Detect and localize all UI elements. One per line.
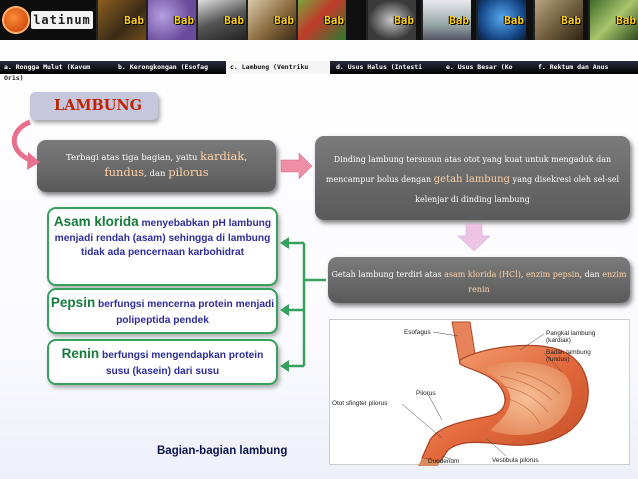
pepsin-term: enzim pepsin [525, 270, 580, 279]
label-pangkal: Pangkal lambung [546, 330, 596, 337]
box3-text-3: , dan [579, 270, 603, 279]
box3-text-2: , [520, 270, 526, 279]
chapter-thumb-label: Bab [224, 14, 244, 27]
chapter-thumb[interactable] [366, 0, 416, 40]
renin-description: berfungsi mengendapkan protein susu (kasein) dari susu [99, 350, 264, 377]
tab-usus-halus[interactable]: d. Usus Halus (Intesti [336, 63, 423, 71]
pepsin-description: berfungsi mencerna protein menjadi polipeptida pendek [95, 299, 275, 326]
label-pilorus: Pilorus [416, 390, 436, 397]
box3-text-1: Getah lambung terdiri atas [331, 270, 445, 279]
chapter-thumb-label: Bab [504, 14, 524, 27]
hcl-heading: Asam klorida [53, 214, 139, 229]
pink-right-arrow [281, 153, 312, 179]
getah-lambung-term: getah lambung [433, 174, 510, 185]
stomach-wall-box [315, 136, 630, 220]
label-kardiak: (kardiak) [546, 337, 571, 344]
gastric-juice-box [328, 257, 630, 303]
chapter-thumb-label: Bab [124, 14, 144, 27]
stomach-illustration [330, 320, 631, 466]
pepsin-heading: Pepsin [50, 295, 96, 310]
box1-text-2: , [244, 153, 248, 163]
renin-term: enzim renin [468, 270, 627, 294]
chapter-thumb-label: Bab [394, 14, 414, 27]
diagram-caption: Bagian-bagian lambung [157, 445, 288, 457]
chapter-thumb[interactable] [588, 0, 638, 40]
hcl-info-box [47, 207, 278, 286]
box2-text-1: Dinding lambung tersusun atas otot yang kuat untuk mengaduk dan mencampur bolus dengan [325, 155, 612, 184]
topic-tab-bar [0, 61, 638, 74]
hcl-term: asam klorida (HCl) [444, 270, 521, 279]
fundus-term: fundus [104, 165, 145, 179]
tab-label-continuation: Oris) [4, 74, 24, 82]
renin-heading: Renin [61, 346, 100, 361]
label-duodenum: Duodenum [428, 458, 460, 465]
tab-kerongkongan[interactable]: b. Kerongkongan (Esofag [118, 63, 209, 71]
label-otot-sfingter: Otot sfingter pilorus [332, 400, 388, 407]
chapter-thumb-label: Bab [561, 14, 581, 27]
tab-rektum-anus[interactable]: f. Rektum dan Anus [538, 63, 609, 71]
tab-rongga-mulut[interactable]: a. Rongga Mulut (Kavum [4, 63, 91, 71]
hcl-description: menyebabkan pH lambung menjadi rendah (asam) sehingga di lambung tidak ada pencernaan karbohidrat [54, 218, 272, 258]
box1-text-3: , dan [144, 169, 169, 179]
chapter-thumb-label: Bab [174, 14, 194, 27]
chapter-thumb-label: Bab [274, 14, 294, 27]
tab-lambung[interactable]: c. Lambung (Ventriku [226, 61, 330, 74]
pepsin-info-box [47, 288, 278, 334]
logo-mark-icon [2, 6, 30, 34]
chapter-thumb[interactable] [146, 0, 196, 40]
chapter-thumb[interactable] [476, 0, 526, 40]
tab-usus-besar[interactable]: e. Usus Besar (Ko [446, 63, 513, 71]
chapter-thumb-label: Bab [324, 14, 344, 27]
chapter-thumb-label: Bab [449, 14, 469, 27]
chapter-thumb[interactable] [421, 0, 471, 40]
green-bracket-arrows [285, 243, 326, 366]
label-esofagus: Esofagus [404, 329, 431, 336]
chapter-thumb[interactable] [533, 0, 583, 40]
box2-text-2: yang disekresi oleh sel-sel kelenjar di dinding lambung [415, 175, 620, 204]
box1-text-1: Terbagi atas tiga bagian, yaitu [65, 153, 201, 163]
page-title: LAMBUNG [30, 92, 158, 120]
chapter-thumb[interactable] [296, 0, 346, 40]
pilorus-term: pilorus [168, 165, 209, 179]
chapter-thumb[interactable] [196, 0, 246, 40]
top-chapter-strip [0, 0, 638, 40]
label-fundus: (fundus) [546, 356, 570, 363]
green-arrowheads [280, 237, 289, 372]
chapter-thumb-label: Bab [616, 14, 636, 27]
kardiak-term: kardiak [200, 149, 245, 163]
chapter-thumb[interactable] [96, 0, 146, 40]
chapter-thumb[interactable] [246, 0, 296, 40]
renin-info-box [47, 339, 278, 385]
stomach-diagram [329, 319, 630, 465]
pink-curve-arrow [14, 122, 30, 160]
logo [0, 0, 96, 40]
logo-text: latinum [31, 11, 93, 29]
label-vestibula: Vestibula pilorus [492, 457, 539, 464]
pink-down-arrow [458, 224, 490, 251]
label-badan: Badan lambung [546, 349, 591, 356]
stomach-parts-box [37, 140, 276, 192]
